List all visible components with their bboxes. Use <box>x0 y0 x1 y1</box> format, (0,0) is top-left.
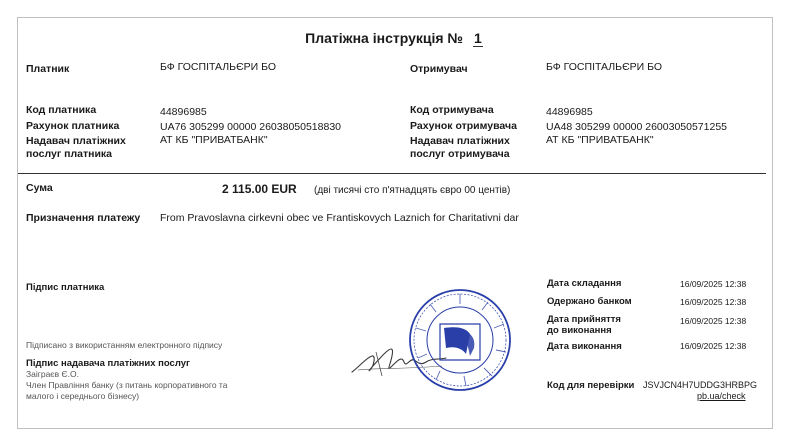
payment-purpose: From Pravoslavna cirkevni obec ve Frantiskovych Laznich for Charitativni dar <box>160 212 519 224</box>
created-date-label: Дата складання <box>547 278 622 289</box>
verification-code: JSVJCN4H7UDDG3HRBPG <box>643 380 758 390</box>
payer-provider: АТ КБ "ПРИВАТБАНК" <box>160 134 268 146</box>
recipient-provider: АТ КБ "ПРИВАТБАНК" <box>546 134 654 146</box>
signer-role-line-2: малого і середнього бізнесу) <box>26 391 140 401</box>
payer-name: БФ ГОСПІТАЛЬЄРИ БО <box>160 61 277 73</box>
payer-provider-label-1: Надавач платіжних <box>26 135 126 147</box>
purpose-label: Призначення платежу <box>26 212 141 224</box>
amount-in-words: (дві тисячі сто п'ятнадцять євро 00 центів) <box>314 185 511 196</box>
executed-date: 16/09/2025 12:38 <box>680 341 747 351</box>
payer-account: UA76 305299 00000 26038050518830 <box>160 121 342 133</box>
payer-provider-label-2: послуг платника <box>26 148 113 160</box>
received-date: 16/09/2025 12:38 <box>680 297 747 307</box>
bank-stamp-icon <box>408 288 512 392</box>
recipient-account: UA48 305299 00000 26003050571255 <box>546 121 728 133</box>
payer-label: Платник <box>26 63 70 75</box>
accepted-date-label-1: Дата прийняття <box>547 314 621 325</box>
payer-signature-label: Підпис платника <box>26 282 105 293</box>
signer-name: Заіграєв Є.О. <box>26 369 79 379</box>
provider-signature-label: Підпис надавача платіжних послуг <box>26 358 190 369</box>
verification-link[interactable]: pb.ua/check <box>697 391 746 401</box>
document-title <box>0 30 788 47</box>
divider <box>18 173 766 174</box>
received-date-label: Одержано банком <box>547 296 632 307</box>
sum-label: Сума <box>26 182 53 194</box>
executed-date-label: Дата виконання <box>547 341 622 352</box>
recipient-label: Отримувач <box>410 63 468 75</box>
accepted-date: 16/09/2025 12:38 <box>680 316 747 326</box>
payment-amount: 2 115.00 EUR <box>222 182 297 196</box>
payer-account-label: Рахунок платника <box>26 120 120 132</box>
payer-code-label: Код платника <box>26 104 97 116</box>
recipient-name: БФ ГОСПІТАЛЬЄРИ БО <box>546 61 663 73</box>
created-date: 16/09/2025 12:38 <box>680 279 747 289</box>
recipient-provider-label-1: Надавач платіжних <box>410 135 510 147</box>
recipient-code-label: Код отримувача <box>410 104 494 116</box>
signer-role-line-1: Член Правління банку (з питань корпоративного та <box>26 380 228 390</box>
document-number: 1 <box>474 30 482 46</box>
accepted-date-label-2: до виконання <box>547 325 612 336</box>
e-signature-note: Підписано з використанням електронного підпису <box>26 340 223 350</box>
verification-code-label: Код для перевірки <box>547 380 635 391</box>
recipient-provider-label-2: послуг отримувача <box>410 148 510 160</box>
recipient-code: 44896985 <box>546 106 593 118</box>
title-text: Платіжна інструкція № <box>305 30 464 46</box>
recipient-account-label: Рахунок отримувача <box>410 120 517 132</box>
payer-code: 44896985 <box>160 106 207 118</box>
